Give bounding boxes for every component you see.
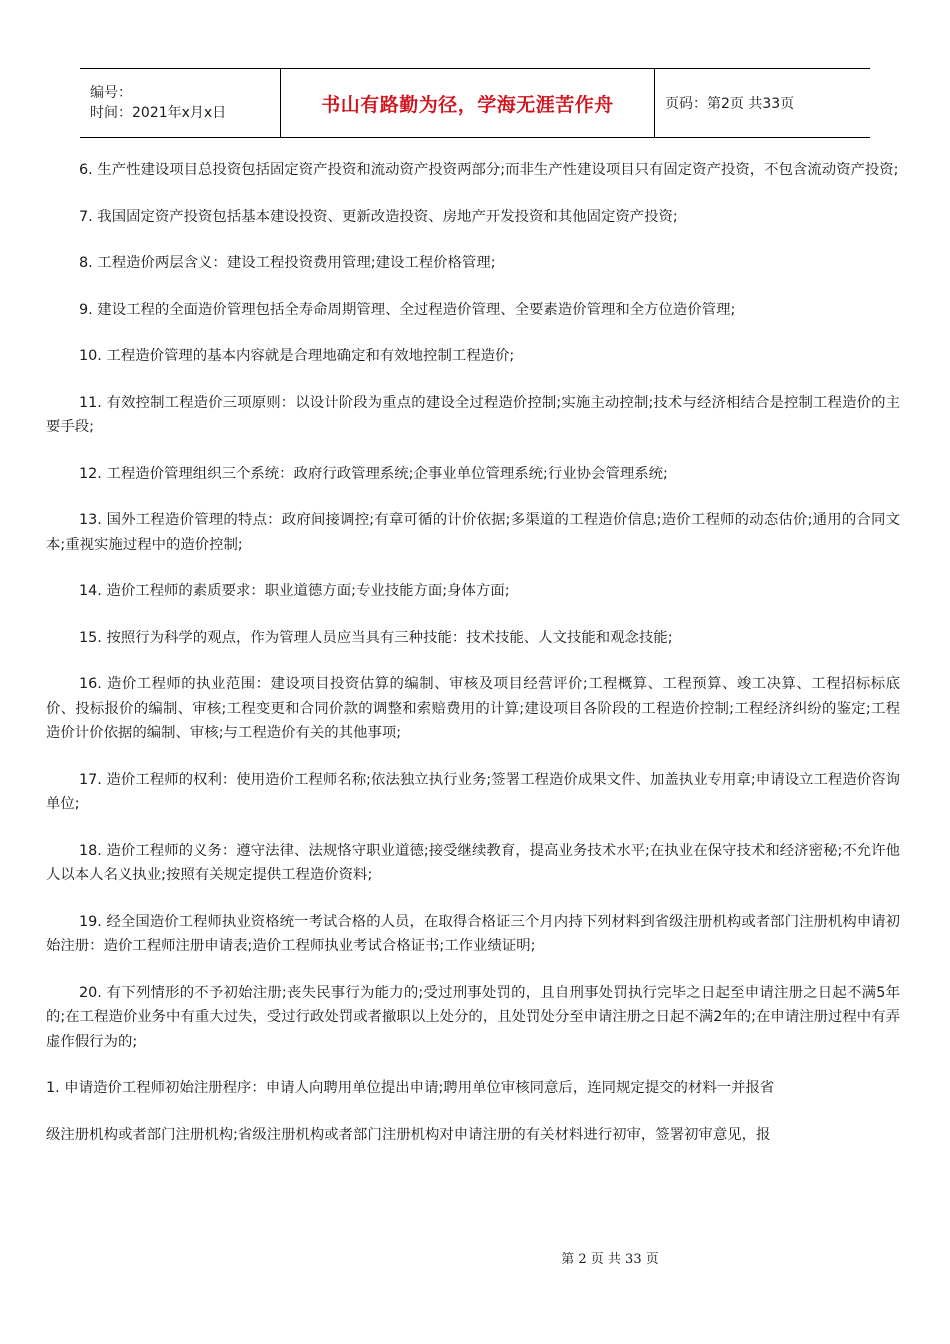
header-motto <box>280 69 655 137</box>
paragraph-10: 10. 工程造价管理的基本内容就是合理地确定和有效地控制工程造价; <box>79 348 515 364</box>
final-line-1: 1. 申请造价工程师初始注册程序：申请人向聘用单位提出申请;聘用单位审核同意后，连同规定提交的材料一并报省 <box>46 1080 775 1096</box>
document-body <box>46 158 900 1147</box>
paragraph-7: 7. 我国固定资产投资包括基本建设投资、更新改造投资、房地产开发投资和其他固定资产投资; <box>79 208 678 225</box>
motto-text: 书山有路勤为径，学海无涯苦作舟 <box>321 93 614 116</box>
paragraph-19: 19. 经全国造价工程师执业资格统一考试合格的人员，在取得合格证三个月内持下列材料到省级注册机构或者部门注册机构申请初始注册：造价工程师注册申请表;造价工程师执业考试合格证书;工作业绩证明; <box>46 913 900 954</box>
page-footer <box>0 1248 950 1267</box>
paragraph-18: 18. 造价工程师的义务：遵守法律、法规恪守职业道德;接受继续教育，提高业务技术水平;在执业在保守技术和经济密秘;不允许他人以本人名义执业;按照有关规定提供工程造价资料; <box>46 842 900 883</box>
header-page <box>655 69 870 137</box>
number-label: 编号： <box>90 85 132 101</box>
time-label: 时间：2021年x月x日 <box>90 105 227 121</box>
paragraph-9: 9. 建设工程的全面造价管理包括全寿命周期管理、全过程造价管理、全要素造价管理和全方位造价管理; <box>79 301 736 318</box>
paragraph-8: 8. 工程造价两层含义：建设工程投资费用管理;建设工程价格管理; <box>79 255 496 271</box>
paragraph-14: 14. 造价工程师的素质要求：职业道德方面;专业技能方面;身体方面; <box>79 583 510 599</box>
paragraph-11: 11. 有效控制工程造价三项原则：以设计阶段为重点的建设全过程造价控制;实施主动控制;技术与经济相结合是控制工程造价的主要手段; <box>46 394 900 435</box>
footer-page-number: 第 2 页 共 33 页 <box>561 1252 659 1267</box>
final-line-2: 级注册机构或者部门注册机构;省级注册机构或者部门注册机构对申请注册的有关材料进行初审，签署初审意见，报 <box>46 1126 771 1143</box>
paragraph-12: 12. 工程造价管理组织三个系统：政府行政管理系统;企事业单位管理系统;行业协会管理系统; <box>79 465 668 482</box>
paragraph-20: 20. 有下列情形的不予初始注册;丧失民事行为能力的;受过刑事处罚的，且自刑事处罚执行完毕之日起至申请注册之日起不满5年的;在工程造价业务中有重大过失，受过行政处罚或者撤职以上处分的，且处罚处分至申请注册之日起不满2年的;在申请注册过程中有弄虚作假行为的; <box>46 984 900 1050</box>
page-label: 页码：第2页 共33页 <box>665 96 795 112</box>
page-header <box>80 68 870 138</box>
paragraph-16: 16. 造价工程师的执业范围：建设项目投资估算的编制、审核及项目经营评价;工程概算、工程预算、竣工决算、工程招标标底价、投标报价的编制、审核;工程变更和合同价款的调整和索赔费用的计算;建设项目各阶段的工程造价控制;工程经济纠纷的鉴定;工程造价计价依据的编制、审核;与工程造价有关的其他事项; <box>46 676 900 741</box>
paragraph-13: 13. 国外工程造价管理的特点：政府间接调控;有章可循的计价依据;多渠道的工程造价信息;造价工程师的动态估价;通用的合同文本;重视实施过程中的造价控制; <box>46 512 900 553</box>
paragraph-15: 15. 按照行为科学的观点，作为管理人员应当具有三种技能：技术技能、人文技能和观念技能; <box>79 629 673 646</box>
paragraph-17: 17. 造价工程师的权利：使用造价工程师名称;依法独立执行业务;签署工程造价成果文件、加盖执业专用章;申请设立工程造价咨询单位; <box>46 771 900 812</box>
header-meta <box>80 69 280 137</box>
paragraph-6: 6. 生产性建设项目总投资包括固定资产投资和流动资产投资两部分;而非生产性建设项目只有固定资产投资，不包含流动资产投资; <box>79 162 899 178</box>
